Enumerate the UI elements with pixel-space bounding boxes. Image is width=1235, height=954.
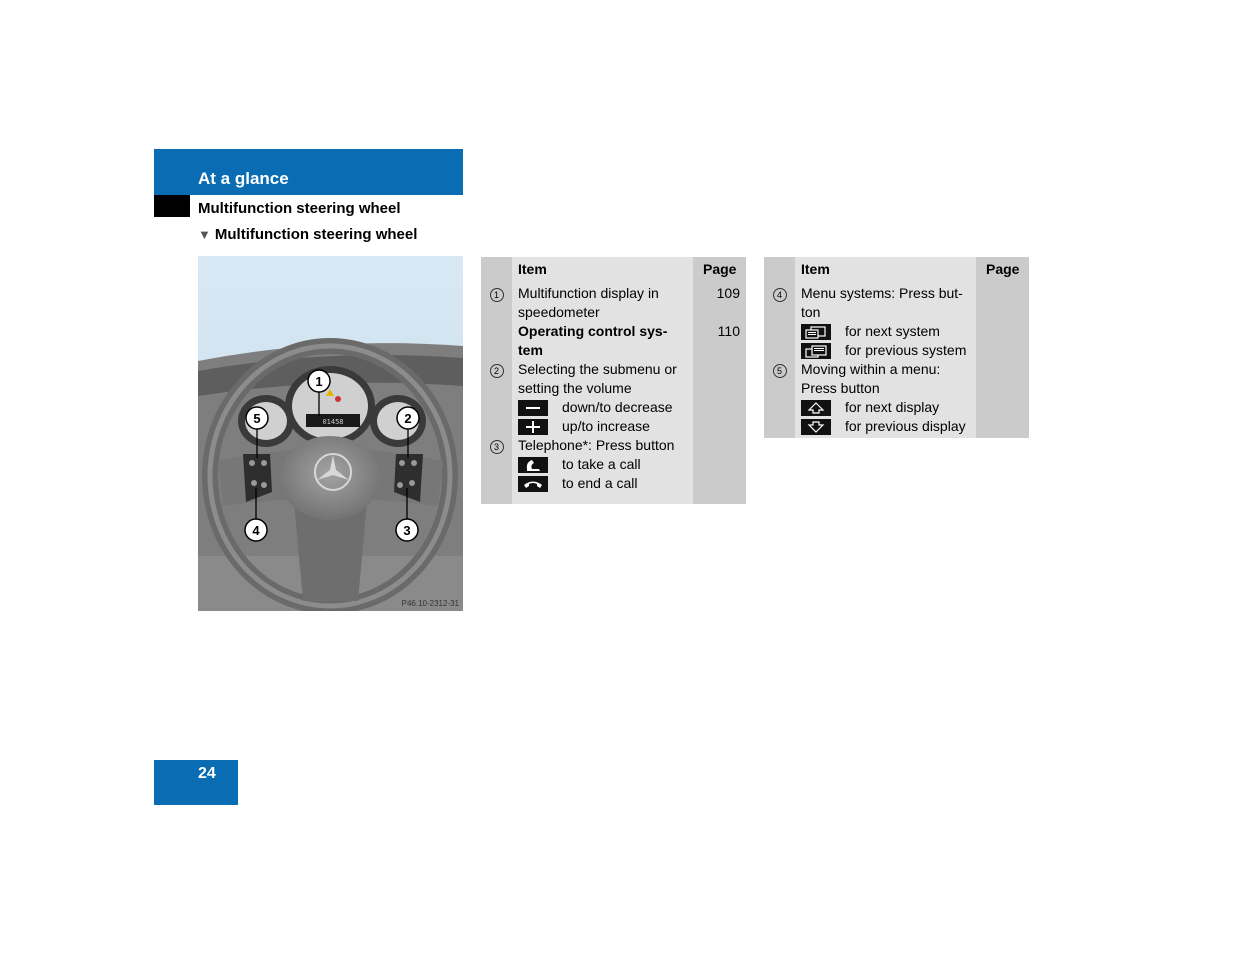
callout-5: [246, 407, 268, 429]
next-system-icon: [801, 324, 831, 340]
up-arrow-icon: [801, 400, 831, 416]
item-table-right: [764, 257, 1029, 438]
item-number: 5: [773, 364, 787, 378]
page-number: 24: [198, 765, 216, 782]
callout-1: [308, 370, 330, 392]
item-number: 1: [490, 288, 504, 302]
table-row: 3 Telephone*: Press button: [481, 436, 746, 455]
table-row: down/to decrease: [481, 398, 746, 417]
heading-text: Multifunction steering wheel: [214, 226, 418, 243]
plus-icon: [518, 419, 548, 435]
steering-wheel-illustration: [198, 256, 463, 611]
table-row: up/to increase: [481, 417, 746, 436]
callout-4: [245, 519, 267, 541]
table-row: to take a call: [481, 455, 746, 474]
callout-3: [396, 519, 418, 541]
previous-system-icon: [801, 343, 831, 359]
item-number: 3: [490, 440, 504, 454]
phone-pickup-icon: [518, 457, 548, 473]
col-header-page: Page: [693, 257, 746, 284]
table-row: for previous system: [764, 341, 1029, 360]
svg-text:5: 5: [253, 411, 261, 426]
page-subtitle: Multifunction steering wheel: [198, 200, 401, 217]
phone-hangup-icon: [518, 476, 548, 492]
table-row: 1 Multifunction display in speedometer 109: [481, 284, 746, 322]
table-row: for next display: [764, 398, 1029, 417]
page-number-box: [154, 760, 238, 805]
item-table-left: [481, 257, 746, 504]
table-row: 5 Moving within a menu: Press button: [764, 360, 1029, 398]
heading-triangle-icon: ▼: [198, 227, 211, 242]
col-header-item: Item: [795, 257, 976, 284]
svg-text:4: 4: [252, 523, 260, 538]
page-heading: [198, 226, 417, 243]
svg-text:3: 3: [403, 523, 411, 538]
display-readout: 01458: [322, 418, 344, 426]
col-header-item: Item: [512, 257, 693, 284]
callout-2: [397, 407, 419, 429]
col-header-page: Page: [976, 257, 1029, 284]
steering-wheel-figure: [198, 256, 463, 611]
table-row: for previous display: [764, 417, 1029, 436]
table-row: 2 Selecting the submenu or setting the volume: [481, 360, 746, 398]
item-number: 4: [773, 288, 787, 302]
table-row: 4 Menu systems: Press but-ton: [764, 284, 1029, 322]
section-title: At a glance: [198, 169, 289, 188]
table-row: for next system: [764, 322, 1029, 341]
table-row: Operating control sys-tem 110: [481, 322, 746, 360]
down-arrow-icon: [801, 419, 831, 435]
section-tab-marker: [154, 195, 190, 217]
svg-text:2: 2: [404, 411, 412, 426]
minus-icon: [518, 400, 548, 416]
svg-text:1: 1: [315, 374, 323, 389]
item-number: 2: [490, 364, 504, 378]
figure-code: P46.10-2312-31: [401, 599, 459, 608]
table-row: to end a call: [481, 474, 746, 493]
